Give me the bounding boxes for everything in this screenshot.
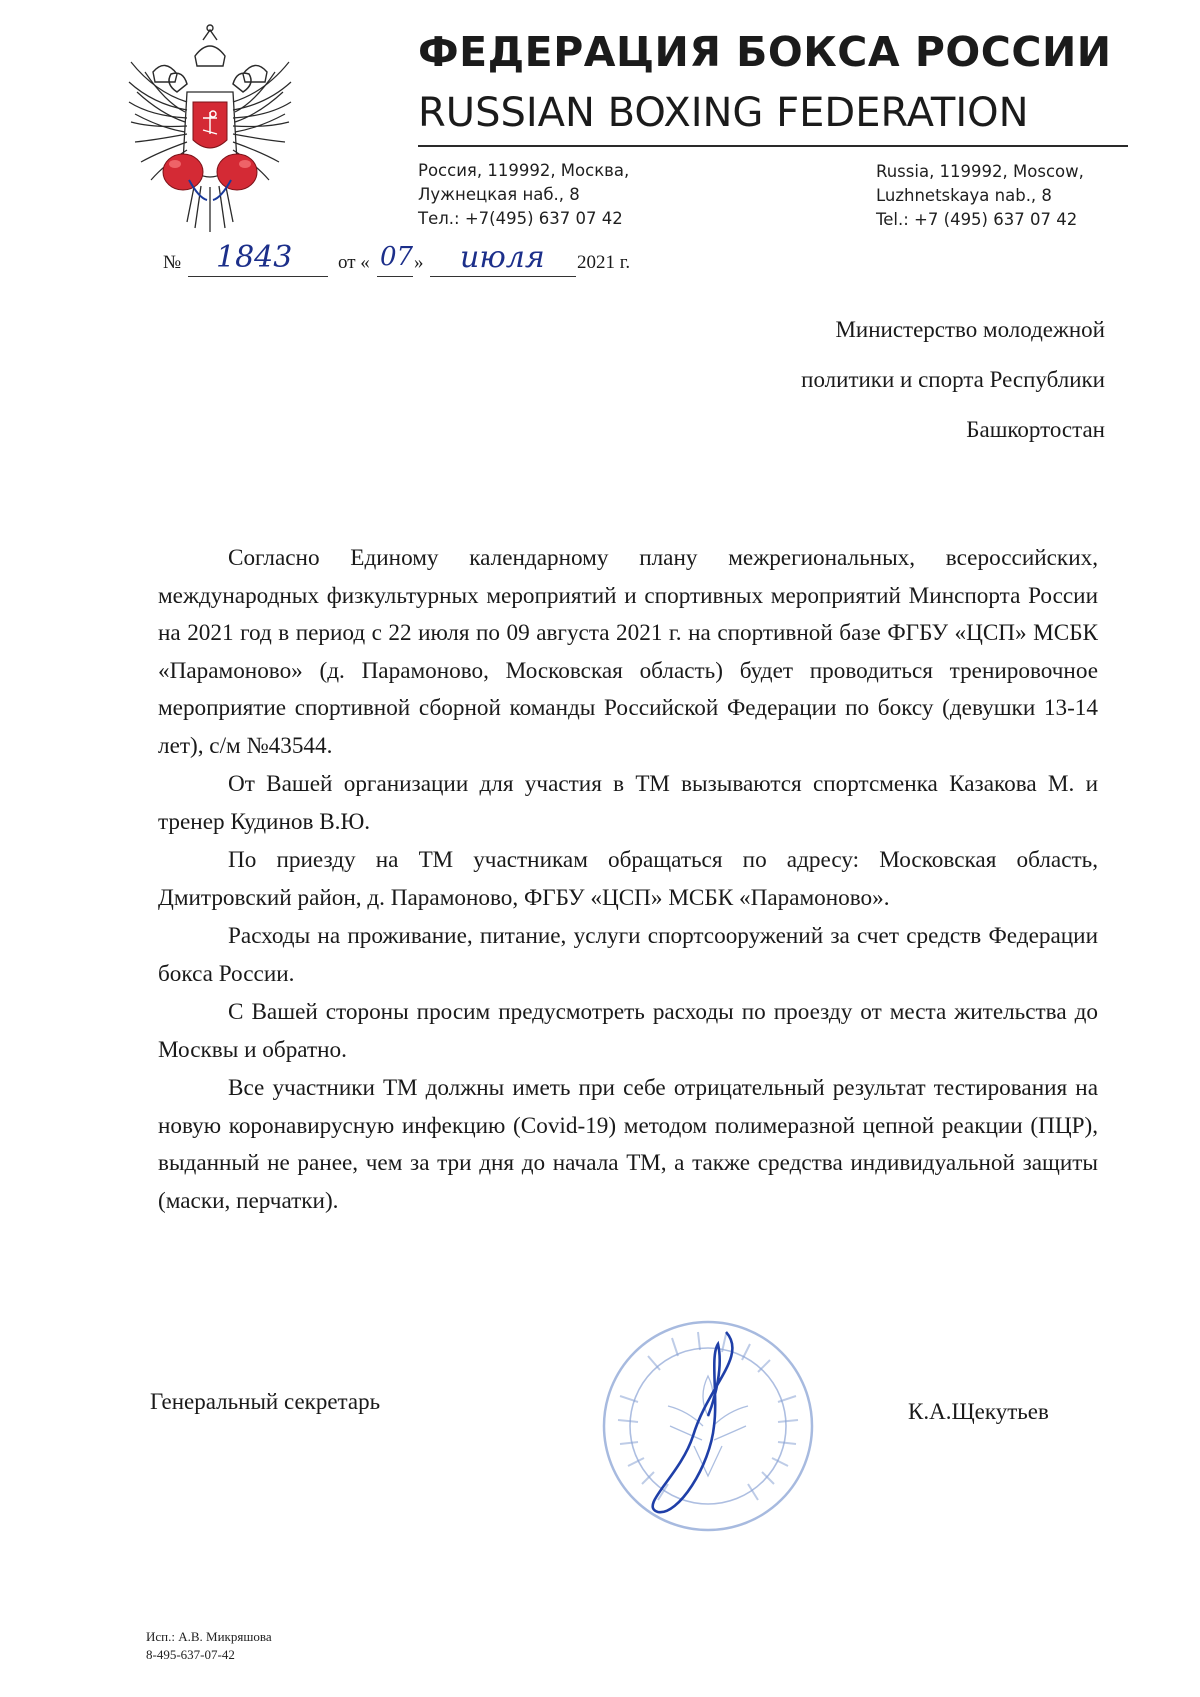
- address-ru-line: Тел.: +7(495) 637 07 42: [418, 209, 623, 228]
- address-en-line: Tel.: +7 (495) 637 07 42: [876, 210, 1078, 229]
- body-paragraph: Согласно Единому календарному плану межрегиональных, всероссийских, международных физкультурных мероприятий и спортивных мероприятий Минспорта России на 2021 год в период с 22 июля по 09 августа 2021 г. на спортивной базе ФГБУ «ЦСП» МСБК «Парамоново» (д. Парамоново, Московская область) будет проводиться тренировочное мероприятие спортивной сборной команды Российской Федерации по боксу (девушки 13-14 лет), с/м №43544.: [158, 545, 1098, 759]
- address-ru: [418, 159, 629, 231]
- executor-info: [146, 1628, 272, 1664]
- reference-number: 1843: [216, 240, 293, 275]
- body-paragraph: Все участники ТМ должны иметь при себе отрицательный результат тестирования на новую коронавирусную инфекцию (Covid-19) методом полимеразной цепной реакции (ПЦР), выданный не ранее, чем за три дня до начала ТМ, а также средства индивидуальной защиты (маски, перчатки).: [158, 1075, 1098, 1214]
- signatory-title: Генеральный секретарь: [150, 1389, 381, 1414]
- eagle-emblem-icon: [125, 22, 295, 237]
- reference-month-underline: [430, 254, 576, 277]
- executor-name: Исп.: А.В. Микряшова: [146, 1629, 272, 1644]
- reference-number-label: №: [163, 252, 182, 273]
- address-en-line: Russia, 119992, Moscow,: [876, 162, 1084, 181]
- reference-from-label: от «: [338, 252, 370, 273]
- executor-phone: 8-495-637-07-42: [146, 1647, 235, 1662]
- signatory-name: К.А.Щекутьев: [908, 1399, 1049, 1424]
- reference-quote-close: »: [414, 252, 424, 273]
- address-en: [876, 160, 1084, 232]
- org-name-ru: ФЕДЕРАЦИЯ БОКСА РОССИИ: [418, 28, 1112, 76]
- body-paragraph: По приезду на ТМ участникам обращаться по адресу: Московская область, Дмитровский район, д. Парамоново, ФГБУ «ЦСП» МСБК «Парамоново».: [158, 847, 1098, 911]
- header-divider: [418, 145, 1128, 147]
- reference-year: 2021 г.: [577, 252, 631, 273]
- address-en-line: Luzhnetskaya nab., 8: [876, 186, 1052, 205]
- recipient-line: Министерство молодежной: [835, 317, 1105, 342]
- reference-day-underline: [377, 254, 413, 277]
- reference-day: 07: [380, 242, 414, 272]
- reference-number-underline: [188, 254, 328, 277]
- address-ru-line: Лужнецкая наб., 8: [418, 185, 580, 204]
- body-paragraph: С Вашей стороны просим предусмотреть расходы по проезду от места жительства до Москвы и обратно.: [158, 999, 1098, 1063]
- letter-body: [158, 540, 1098, 1221]
- body-paragraph: Расходы на проживание, питание, услуги спортсооружений за счет средств Федерации бокса России.: [158, 923, 1098, 987]
- recipient-block: [801, 305, 1105, 455]
- body-paragraph: От Вашей организации для участия в ТМ вызываются спортсменка Казакова М. и тренер Кудинов В.Ю.: [158, 771, 1098, 835]
- recipient-line: Башкортостан: [966, 417, 1105, 442]
- reference-month: июля: [460, 240, 545, 275]
- official-stamp-icon: [598, 1316, 818, 1536]
- address-ru-line: Россия, 119992, Москва,: [418, 161, 630, 180]
- recipient-line: политики и спорта Республики: [801, 367, 1105, 392]
- org-name-en: RUSSIAN BOXING FEDERATION: [418, 90, 1029, 136]
